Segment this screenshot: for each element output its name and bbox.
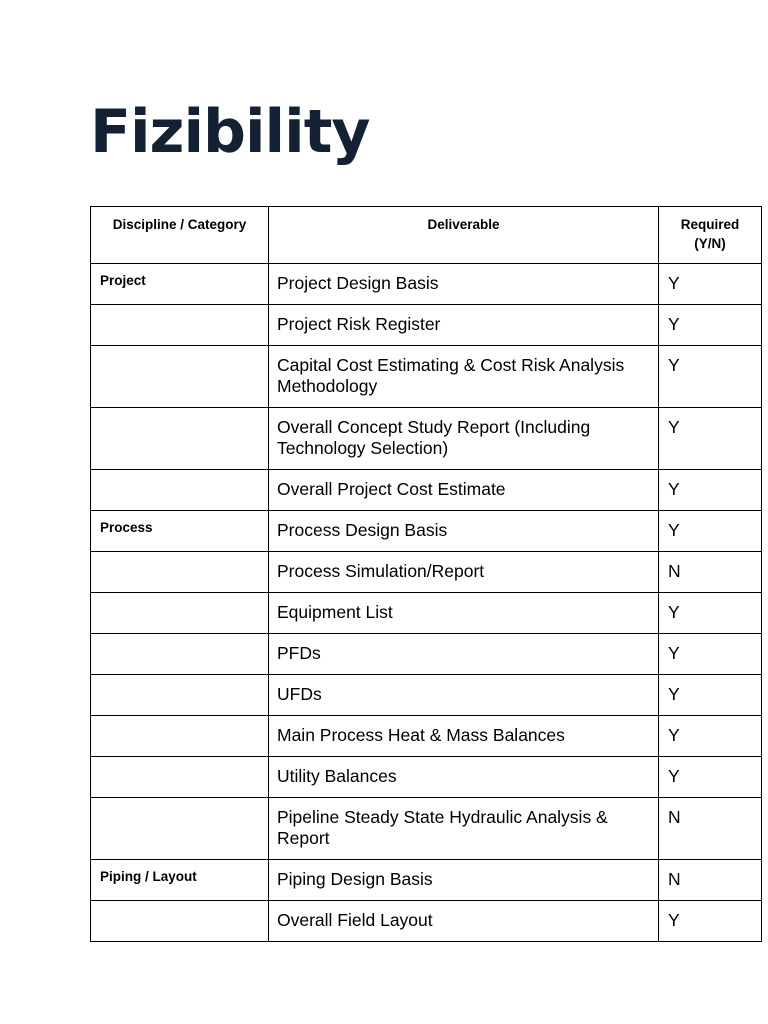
deliverable-cell: Overall Concept Study Report (Including Technology Selection): [269, 408, 659, 470]
required-cell: N: [659, 860, 762, 901]
deliverable-cell: Pipeline Steady State Hydraulic Analysis & Report: [269, 798, 659, 860]
discipline-cell: [91, 470, 269, 511]
required-cell: Y: [659, 757, 762, 798]
required-cell: Y: [659, 901, 762, 942]
deliverables-table: [90, 206, 762, 942]
discipline-cell: [91, 552, 269, 593]
discipline-cell: Project: [91, 264, 269, 305]
deliverable-cell: Equipment List: [269, 593, 659, 634]
table-row: [91, 264, 762, 305]
discipline-cell: [91, 346, 269, 408]
table-header-row: [91, 207, 762, 264]
table-row: [91, 634, 762, 675]
table-header: [91, 207, 762, 264]
discipline-cell: [91, 408, 269, 470]
discipline-cell: [91, 593, 269, 634]
deliverable-cell: Overall Project Cost Estimate: [269, 470, 659, 511]
deliverable-cell: Main Process Heat & Mass Balances: [269, 716, 659, 757]
deliverable-cell: Process Design Basis: [269, 511, 659, 552]
table-row: [91, 470, 762, 511]
required-cell: N: [659, 798, 762, 860]
required-cell: Y: [659, 408, 762, 470]
discipline-cell: [91, 901, 269, 942]
required-column-header: Required (Y/N): [659, 207, 762, 264]
table-row: [91, 860, 762, 901]
deliverable-cell: Capital Cost Estimating & Cost Risk Analysis Methodology: [269, 346, 659, 408]
table-body: [91, 264, 762, 942]
table-row: [91, 675, 762, 716]
deliverable-cell: Project Risk Register: [269, 305, 659, 346]
discipline-cell: [91, 798, 269, 860]
deliverable-cell: Utility Balances: [269, 757, 659, 798]
required-cell: Y: [659, 511, 762, 552]
table-row: [91, 593, 762, 634]
table-row: [91, 757, 762, 798]
discipline-cell: [91, 757, 269, 798]
required-cell: Y: [659, 264, 762, 305]
required-cell: Y: [659, 470, 762, 511]
page-title: Fizibility: [90, 97, 370, 167]
required-cell: Y: [659, 675, 762, 716]
table-row: [91, 716, 762, 757]
table-row: [91, 552, 762, 593]
required-cell: Y: [659, 634, 762, 675]
discipline-cell: [91, 716, 269, 757]
discipline-cell: Piping / Layout: [91, 860, 269, 901]
discipline-cell: [91, 305, 269, 346]
deliverable-cell: Process Simulation/Report: [269, 552, 659, 593]
discipline-cell: [91, 634, 269, 675]
deliverable-cell: Overall Field Layout: [269, 901, 659, 942]
table-row: [91, 901, 762, 942]
table-row: [91, 346, 762, 408]
deliverable-cell: PFDs: [269, 634, 659, 675]
deliverable-cell: Project Design Basis: [269, 264, 659, 305]
deliverable-cell: UFDs: [269, 675, 659, 716]
required-cell: Y: [659, 305, 762, 346]
table-row: [91, 511, 762, 552]
deliverable-column-header: Deliverable: [269, 207, 659, 264]
required-cell: Y: [659, 346, 762, 408]
table-row: [91, 408, 762, 470]
table-row: [91, 305, 762, 346]
required-cell: Y: [659, 716, 762, 757]
required-cell: N: [659, 552, 762, 593]
deliverable-cell: Piping Design Basis: [269, 860, 659, 901]
discipline-column-header: Discipline / Category: [91, 207, 269, 264]
discipline-cell: Process: [91, 511, 269, 552]
discipline-cell: [91, 675, 269, 716]
required-cell: Y: [659, 593, 762, 634]
table-row: [91, 798, 762, 860]
